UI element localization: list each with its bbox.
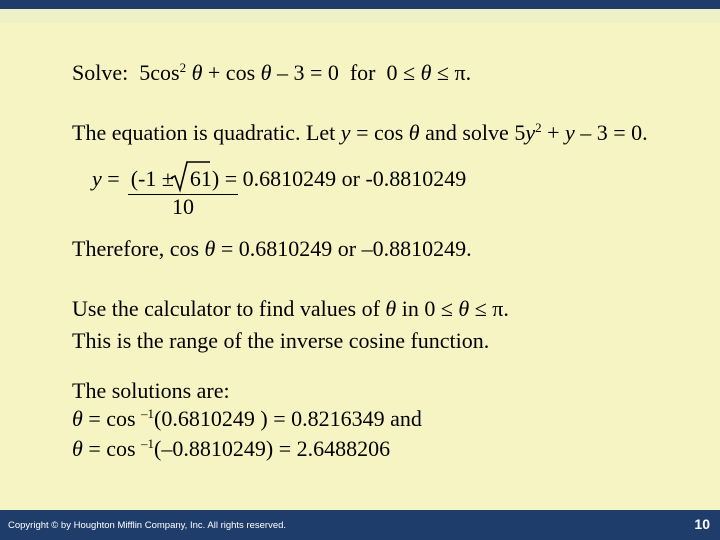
theta-symbol: θ xyxy=(260,60,272,85)
copyright-text: Copyright © by Houghton Mifflin Company, Inc. All rights reserved. xyxy=(8,520,287,531)
numerator-close: ) xyxy=(211,166,220,191)
range-part: 0 ≤ xyxy=(386,60,421,85)
theta-symbol: θ xyxy=(204,236,216,261)
variable-y: y xyxy=(525,120,536,145)
equation-part: 5cos xyxy=(139,60,180,85)
denominator: 10 xyxy=(172,194,194,219)
exponent: 2 xyxy=(179,60,187,75)
solve-label: Solve xyxy=(72,60,123,85)
theta-symbol: θ xyxy=(191,60,203,85)
theta-symbol: θ xyxy=(420,60,432,85)
top-band xyxy=(0,9,720,23)
theta-symbol: θ xyxy=(408,120,420,145)
exponent: 2 xyxy=(535,120,542,135)
problem-statement xyxy=(72,60,471,86)
quadratic-formula: y = (-1 ± 61) = 0.6810249 or -0.8810249 xyxy=(92,166,466,192)
numerator-open: (-1 ± xyxy=(130,166,174,191)
inverse-exponent: –1 xyxy=(141,406,155,421)
variable-y: y xyxy=(565,120,575,145)
variable-y: y xyxy=(92,166,102,191)
page-number: 10 xyxy=(694,516,710,532)
theta-symbol: θ xyxy=(385,296,397,321)
equation-part: – 3 = 0 xyxy=(271,60,339,85)
theta-symbol: θ xyxy=(72,436,83,461)
therefore-line: Therefore, cos θ = 0.6810249 or –0.8810249. xyxy=(72,236,472,261)
for-text: for xyxy=(349,60,376,85)
variable-y: y xyxy=(340,120,351,145)
inverse-exponent: –1 xyxy=(141,436,155,451)
solution-2: θ = cos $^{-1}$(–0.8810249) = 2.6488206 xyxy=(72,436,391,461)
solution-1: θ = cos $^{-1}$(0.6810249 ) = 0.8216349 and xyxy=(72,406,422,431)
top-bar xyxy=(0,0,720,9)
intro-line: The equation is quadratic. Let y = cos θ and solve $5y^2 + y - 3 = 0$. xyxy=(72,120,648,145)
theta-symbol: θ xyxy=(458,296,470,321)
formula-result: = 0.6810249 or -0.8810249 xyxy=(224,166,467,191)
equation-part: + cos xyxy=(202,60,261,85)
radicand: 61 xyxy=(189,166,212,191)
range-note: This is the range of the inverse cosine function. xyxy=(72,328,490,353)
radical-sign-icon xyxy=(170,160,210,194)
colon: : xyxy=(122,60,129,85)
calculator-line: Use the calculator to find values of θ in 0 ≤ θ ≤ π. xyxy=(72,296,509,321)
theta-symbol: θ xyxy=(72,406,83,431)
square-root xyxy=(174,166,212,192)
solutions-heading: The solutions are: xyxy=(72,378,230,403)
range-part: ≤ π. xyxy=(431,60,472,85)
